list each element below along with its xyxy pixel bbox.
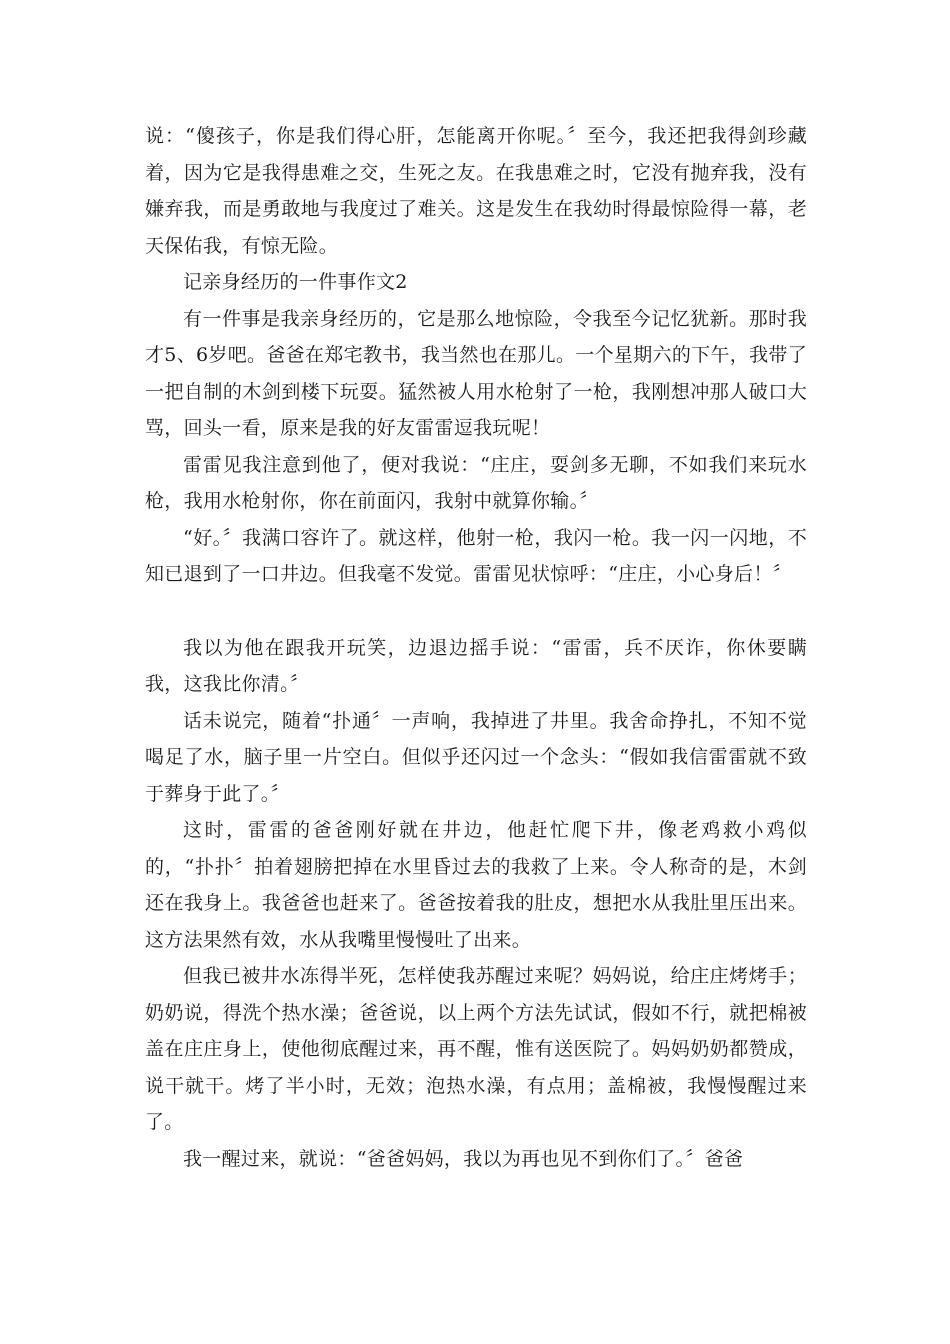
- section-title: 记亲身经历的一件事作文2: [183, 271, 408, 293]
- paragraph: 我以为他在跟我开玩笑，边退边摇手说：“雷雷，兵不厌诈，你休要瞒我，这我比你清。〞: [145, 636, 807, 695]
- paragraph: 我一醒过来，就说：“爸爸妈妈，我以为再也见不到你们了。〞爸爸: [183, 1147, 744, 1170]
- document-body: [145, 118, 807, 1177]
- paragraph-spacer: [145, 593, 807, 630]
- paragraph: 有一件事是我亲身经历的，它是那么地惊险，令我至今记忆犹新。那时我才5、6岁吧。爸爸在郑宅教书，我当然也在那儿。一个星期六的下午，我带了一把自制的木剑到楼下玩耍。猛然被人用水枪射了一枪，我刚想冲那人破口大骂，回头一看，原来是我的好友雷雷逗我玩呢！: [145, 307, 807, 439]
- paragraph: 这时，雷雷的爸爸刚好就在井边，他赶忙爬下井，像老鸡救小鸡似的，“扑扑〞拍着翅膀把掉在水里昏过去的我救了上来。令人称奇的是，木剑还在我身上。我爸爸也赶来了。爸爸按着我的肚皮，想把水从我肚里压出来。这方法果然有效，水从我嘴里慢慢吐了出来。: [145, 819, 807, 951]
- paragraph: 但我已被井水冻得半死，怎样使我苏醒过来呢？妈妈说，给庄庄烤烤手；奶奶说，得洗个热水澡；爸爸说，以上两个方法先试试，假如不行，就把棉被盖在庄庄身上，使他彻底醒过来，再不醒，惟有送医院了。妈妈奶奶都赞成，说干就干。烤了半小时，无效；泡热水澡，有点用；盖棉被，我慢慢醒过来了。: [145, 965, 807, 1133]
- paragraph: “好。〞我满口容许了。就这样，他射一枪，我闪一枪。我一闪一闪地，不知已退到了一口井边。但我毫不发觉。雷雷见状惊呼：“庄庄，小心身后！〞: [145, 526, 807, 585]
- paragraph: 雷雷见我注意到他了，便对我说：“庄庄，耍剑多无聊，不如我们来玩水枪，我用水枪射你，你在前面闪，我射中就算你输。〞: [145, 453, 807, 512]
- paragraph: 话未说完，随着“扑通〞一声响，我掉进了井里。我舍命挣扎，不知不觉喝足了水，脑子里一片空白。但似乎还闪过一个念头：“假如我信雷雷就不致于葬身于此了。〞: [145, 709, 807, 805]
- paragraph-continued: 说：“傻孩子，你是我们得心肝，怎能离开你呢。〞至今，我还把我得剑珍藏着，因为它是我得患难之交，生死之友。在我患难之时，它没有抛弃我，没有嫌弃我，而是勇敢地与我度过了难关。这是发生在我幼时得最惊险得一幕，老天保佑我，有惊无险。: [145, 125, 807, 257]
